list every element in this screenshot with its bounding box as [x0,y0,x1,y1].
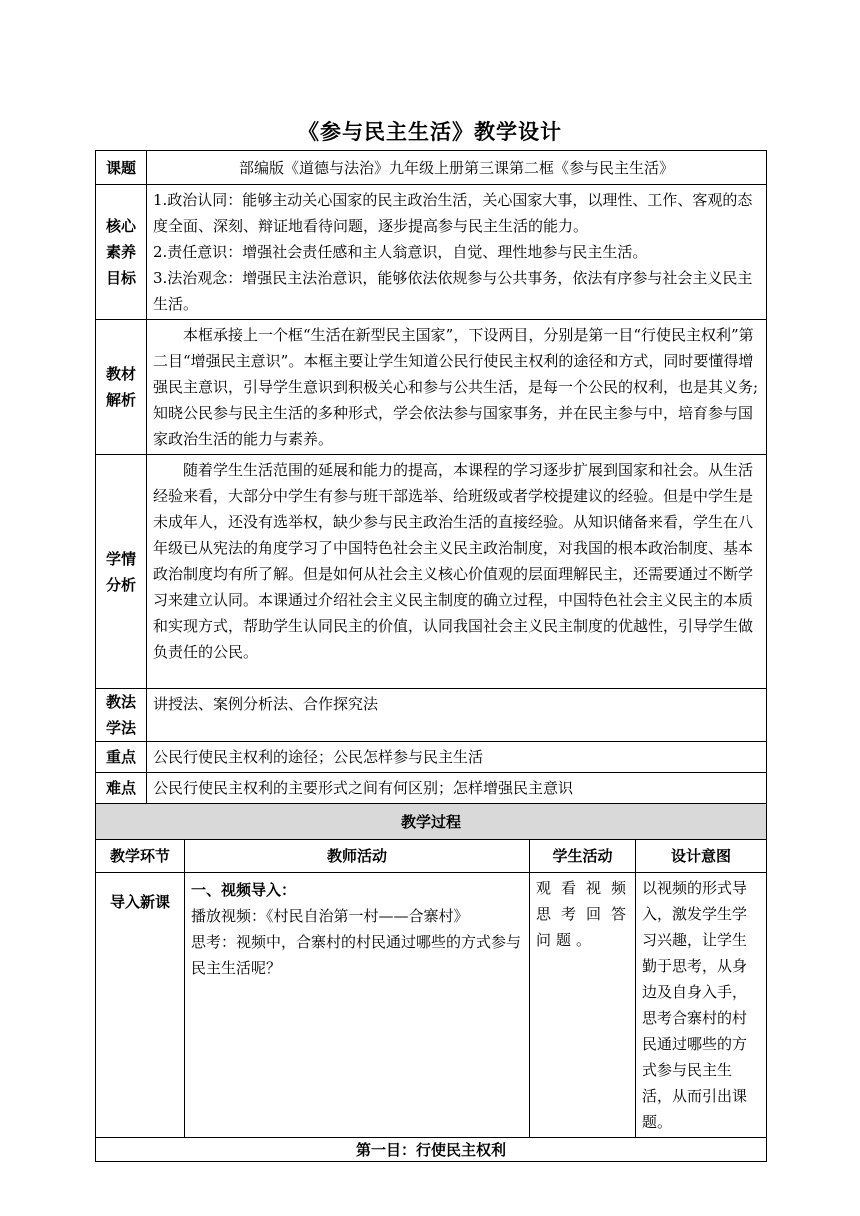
difficulties-row [96,773,767,804]
intro-intent: 以视频的形式导入，激发学生学习兴趣，让学生勤于思考，从身边及自身入手，思考合寨村的村民通过哪些的方式参与民主生活，从而引出课题。 [636,873,767,1138]
document-title: 《参与民主生活》教学设计 [298,119,562,144]
intro-row [96,873,767,1138]
process-heading: 教学过程 [96,804,767,840]
process-heading-row [96,804,767,840]
lesson-plan-table [95,150,767,1162]
column-header-stage: 教学环节 [96,840,185,873]
learners-label: 学情 分析 [96,455,147,689]
difficulties-label: 难点 [96,773,147,804]
goal-item: 1.政治认同：能够主动关心国家的民主政治生活，关心国家大事，以理性、工作、客观的态度全面、深刻、辩证地看待问题，逐步提高参与民主生活的能力。 [153,191,753,235]
section-one-row [96,1138,767,1162]
course-text: 部编版《道德与法治》九年级上册第三课第二框《参与民主生活》 [147,151,767,185]
intro-teacher [185,873,530,1138]
goals-label: 核心 素养 目标 [96,185,147,320]
goal-item: 3.法治观念：增强民主法治意识，能够依法依规参与公共事务，依法有序参与社会主义民主生活。 [153,269,753,313]
goals-row [96,185,767,320]
section-one-heading: 第一目：行使民主权利 [96,1138,767,1162]
intro-stage: 导入新课 [96,873,185,1138]
column-header-student: 学生活动 [530,840,636,873]
learners-text: 随着学生生活范围的延展和能力的提高，本课程的学习逐步扩展到国家和社会。从生活经验来看，大部分中学生有参与班干部选举、给班级或者学校提建议的经验。但是中学生是未成年人，还没有选举权，缺少参与民主政治生活的直接经验。从知识储备来看，学生在八年级已从宪法的角度学习了中国特色社会主义民主政治制度，对我国的根本政治制度、基本政治制度均有所了解。但是如何从社会主义核心价值观的层面理解民主，还需要通过不断学习来建立认同。本课通过介绍社会主义民主制度的确立过程，中国特色社会主义民主的本质和实现方式，帮助学生认同民主的价值，认同我国社会主义民主制度的优越性，引导学生做负责任的公民。 [147,455,767,689]
methods-text: 讲授法、案例分析法、合作探究法 [147,689,767,742]
teacher-step: 思考：视频中，合寨村的村民通过哪些的方式参与民主生活呢？ [191,933,522,977]
textbook-row [96,320,767,455]
key-points-text: 公民行使民主权利的途径；公民怎样参与民主生活 [147,742,767,773]
goals-text [147,185,767,320]
column-header-teacher: 教师活动 [185,840,530,873]
teacher-step: 播放视频：《村民自治第一村——合寨村》 [191,907,469,925]
textbook-label: 教材 解析 [96,320,147,455]
course-row [96,151,767,185]
teacher-step-heading: 一、视频导入： [191,881,297,899]
methods-label: 教法 学法 [96,689,147,742]
process-header-row [96,840,767,873]
textbook-text: 本框承接上一个框“生活在新型民主国家”，下设两目，分别是第一目“行使民主权利”第二目“增强民主意识”。本框主要让学生知道公民行使民主权利的途径和方式，同时要懂得增强民主意识，引导学生意识到积极关心和参与公共生活，是每一个公民的权利，也是其义务;知晓公民参与民主生活的多种形式，学会依法参与国家事务，并在民主参与中，培育参与国家政治生活的能力与素养。 [147,320,767,455]
key-points-label: 重点 [96,742,147,773]
goal-item: 2.责任意识：增强社会责任感和主人翁意识，自觉、理性地参与民主生活。 [153,243,648,261]
learners-row [96,455,767,689]
methods-row [96,689,767,742]
column-header-intent: 设计意图 [636,840,767,873]
key-points-row [96,742,767,773]
course-label: 课题 [96,151,147,185]
intro-student: 观看视频思考回答问题。 [530,873,636,1138]
difficulties-text: 公民行使民主权利的主要形式之间有何区别；怎样增强民主意识 [147,773,767,804]
